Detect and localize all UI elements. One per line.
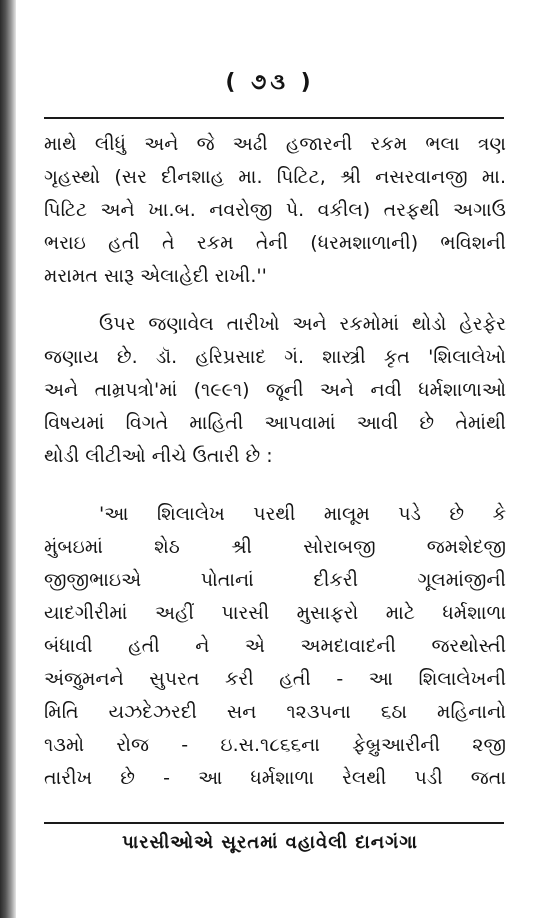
running-footer-title: પારસીઓએ સૂરતમાં વહાવેલી દાનગંગા (122, 832, 418, 853)
text-line: 'આ શિલાલેખ પરથી માલૂમ પડે છે કે (99, 503, 506, 525)
text-line: બંધાવી હતી ને એ અમદાવાદની જરથોસ્તી (44, 635, 506, 657)
text-line: અને તામ્રપત્રો'માં (૧૯૯૧) જૂની અને નવી ધર્મશાળાઓ (44, 379, 506, 401)
text-line: માથે લીધું અને જે અઢી હજારની રકમ ભલા ત્રણ (44, 133, 506, 155)
text-line: અંજુમનને સુપરત કરી હતી - આ શિલાલેખની (44, 668, 506, 690)
paragraph-3-quotation (44, 498, 506, 795)
text-line: ઉપર જણાવેલ તારીખો અને રકમોમાં થોડો હેરફેર (99, 313, 506, 335)
text-line: મિતિ યઝદેઝરદી સન ૧૨૩૫ના ૬ઠા મહિનાનો (44, 701, 506, 723)
text-line: ગૃહસ્થો (સર દીનશાહ મા. પિટિટ, શ્રી નસરવાનજી મા. (44, 166, 506, 188)
text-line: વિષયમાં વિગતે માહિતી આપવામાં આવી છે તેમાંથી (44, 412, 506, 434)
text-line: યાદગીરીમાં અહીં પારસી મુસાફરો માટે ધર્મશાળા (44, 602, 506, 624)
paragraph-gap (44, 293, 506, 308)
paragraph-gap (44, 473, 506, 498)
text-line: ૧૩મો રોજ - ઇ.સ.૧૮૬૬ના ફેબ્રુઆરીની ૨જી (44, 734, 506, 756)
text-line: ભરાઇ હતી તે રકમ તેની (ધરમશાળાની) ભવિશની (44, 232, 506, 254)
footer-rule (44, 822, 504, 824)
paragraph-1 (44, 128, 506, 293)
text-line: મુંબઇમાં શેઠ શ્રી સોરાબજી જમશેદજી (44, 536, 506, 558)
text-line: જીજીભાઇએ પોતાનાં દીકરી ગૂલમાંજીની (44, 569, 506, 591)
text-line: જણાય છે. ડૉ. હરિપ્રસાદ ગં. શાસ્ત્રી કૃત 'શિલાલેખો (44, 346, 506, 368)
text-line: પિટિટ અને ખા.બ. નવરોજી પે. વકીલ) તરફથી અગાઉ (44, 199, 506, 221)
paragraph-2 (44, 308, 506, 473)
page-number: ( ૭૩ ) (225, 70, 315, 95)
text-line: તારીખ છે - આ ધર્મશાળા રેલથી પડી જતા (44, 767, 506, 789)
text-line: મરામત સારૂ એલાહેદી રાખી.'' (44, 265, 267, 287)
body-text (44, 128, 506, 795)
header-rule (44, 117, 504, 119)
text-line: થોડી લીટીઓ નીચે ઉતારી છે : (44, 445, 273, 467)
